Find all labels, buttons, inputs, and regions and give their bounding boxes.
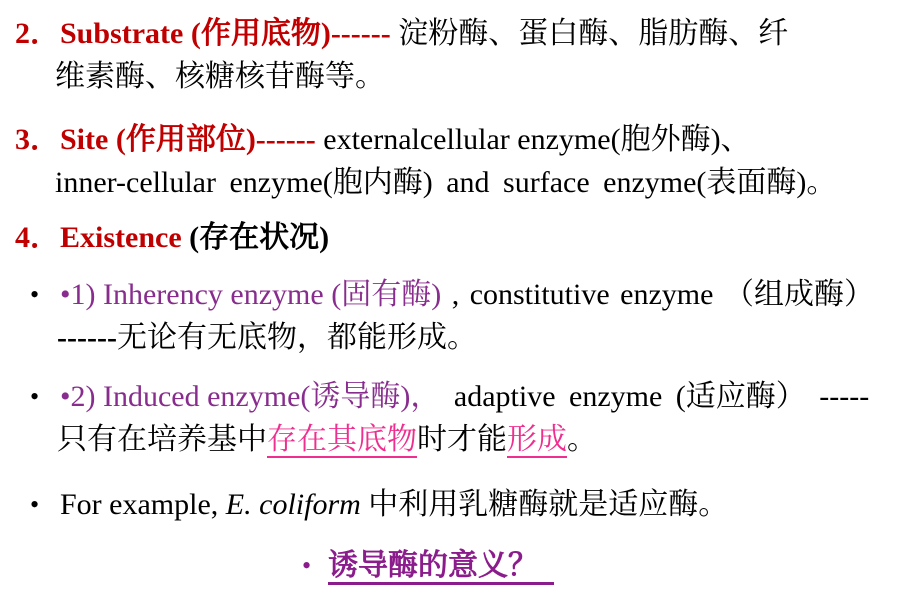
text-run: 。 <box>567 423 597 456</box>
bullet-induced <box>0 375 923 461</box>
text-line <box>0 216 923 259</box>
text-run: 无论有无底物，都能形成。 <box>116 321 477 354</box>
heading-run: 2．Substrate (作用底物)------ <box>15 17 399 50</box>
text-run: , constitutive enzyme （组成酶） <box>441 278 874 311</box>
heading-run: 3．Site (作用部位)------ <box>15 123 324 156</box>
text-line <box>0 316 923 359</box>
bullet-example <box>0 483 923 526</box>
purple-run: •1) Inherency enzyme (固有酶) <box>60 278 442 311</box>
slide <box>0 12 923 601</box>
emphasis-underline-run: 形成 <box>507 423 567 456</box>
text-run: 维素酶、核糖核苷酶等。 <box>55 60 385 93</box>
italic-run: E. coliform <box>225 488 361 521</box>
text-line <box>302 544 923 587</box>
text-run: (存在状况) <box>189 221 330 254</box>
text-run: 中利用乳糖酶就是适应酶。 <box>360 488 729 521</box>
text-line <box>0 483 923 526</box>
text-run: inner-cellular enzyme(胞内酶) and surface enzyme(表面酶)。 <box>55 166 837 199</box>
question-link[interactable]: 诱导酶的意义？ <box>328 549 554 585</box>
text-run: For example, <box>60 488 226 521</box>
text-run: adaptive enzyme (适应酶） ----- <box>440 380 870 413</box>
text-run: 淀粉酶、蛋白酶、脂肪酶、纤 <box>398 17 789 50</box>
bullet-inherency <box>0 273 923 359</box>
bullet-icon: • <box>30 382 40 411</box>
text-line <box>0 418 923 461</box>
dash-run: ------ <box>57 321 117 354</box>
question-paragraph <box>0 544 923 587</box>
heading-run: 4．Existence <box>15 221 190 254</box>
paragraph-existence <box>0 216 923 259</box>
text-line <box>0 273 923 316</box>
text-run: 时才能 <box>417 423 507 456</box>
text-line <box>0 118 923 161</box>
bullet-icon: • <box>30 280 40 309</box>
paragraph-substrate <box>0 12 923 98</box>
text-run: 只有在培养基中 <box>57 423 267 456</box>
text-line <box>0 161 923 204</box>
text-run: externalcellular enzyme(胞外酶)、 <box>323 123 751 156</box>
text-line <box>0 375 923 418</box>
paragraph-site <box>0 118 923 204</box>
bullet-icon: • <box>302 551 312 580</box>
text-line <box>0 12 923 55</box>
bullet-icon: • <box>30 490 40 519</box>
purple-run: •2) Induced enzyme(诱导酶)， <box>60 380 441 413</box>
text-line <box>0 55 923 98</box>
emphasis-underline-run: 存在其底物 <box>267 423 417 456</box>
